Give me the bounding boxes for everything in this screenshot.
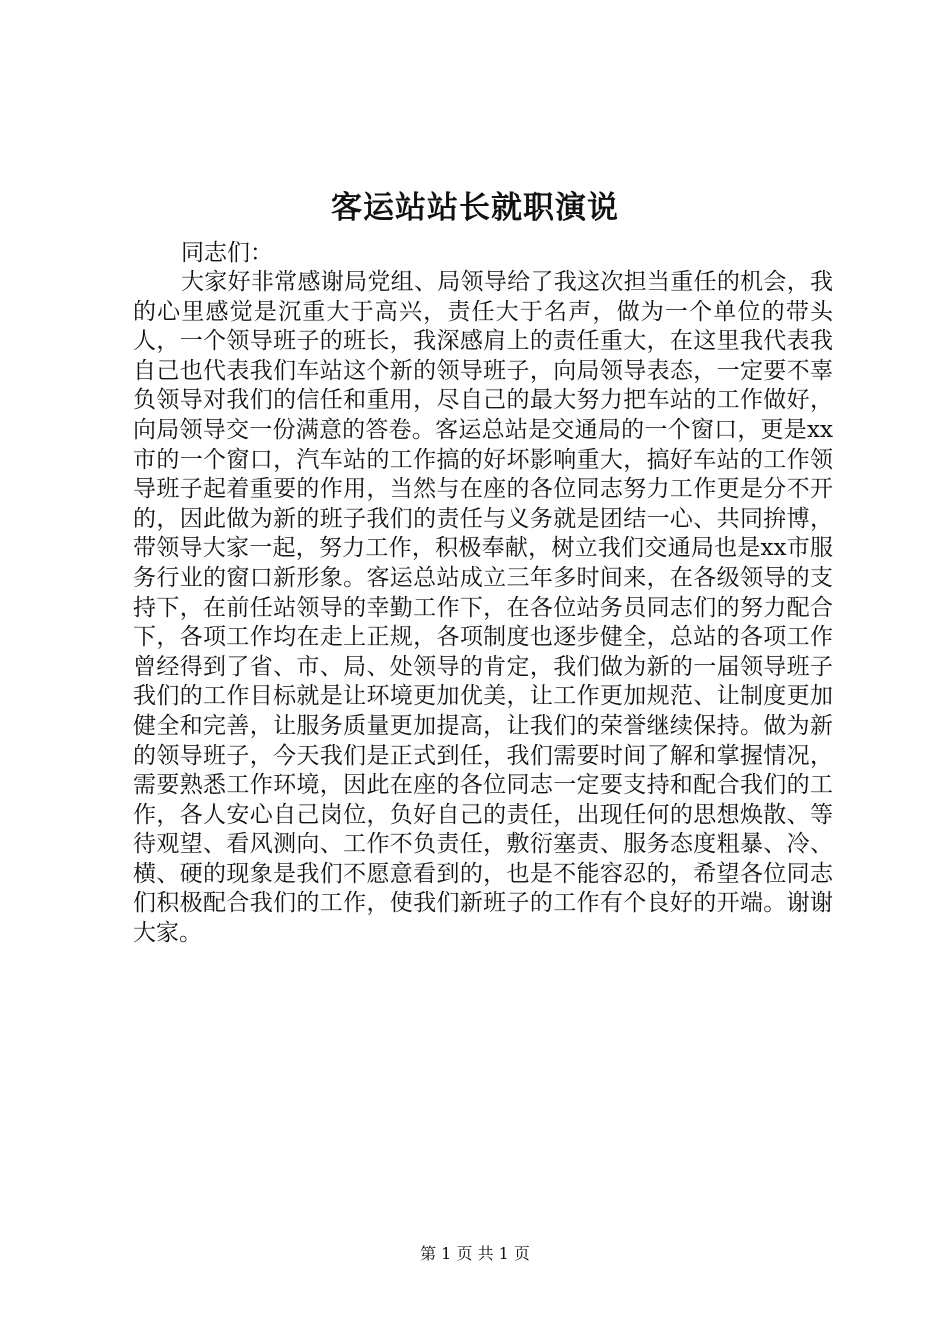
document-title: 客运站站长就职演说: [331, 190, 619, 226]
page-number-footer: 第 1 页 共 1 页: [420, 1244, 530, 1263]
body-paragraph: 大家好非常感谢局党组、局领导给了我这次担当重任的机会，我的心里感觉是沉重大于高兴，责任大于名声，做为一个单位的带头人，一个领导班子的班长，我深感肩上的责任重大，在这里我代表我自己也代表我们车站这个新的领导班子，向局领导表态，一定要不辜负领导对我们的信任和重用，尽自己的最大努力把车站的工作做好，向局领导交一份满意的答卷。客运总站是交通局的一个窗口，更是xx市的一个窗口，汽车站的工作搞的好坏影响重大，搞好车站的工作领导班子起着重要的作用，当然与在座的各位同志努力工作更是分不开的，因此做为新的班子我们的责任与义务就是团结一心、共同拚博，带领导大家一起，努力工作，积极奉献，树立我们交通局也是xx市服务行业的窗口新形象。客运总站成立三年多时间来，在各级领导的支持下，在前任站领导的幸勤工作下，在各位站务员同志们的努力配合下，各项工作均在走上正规，各项制度也逐步健全，总站的各项工作曾经得到了省、市、局、处领导的肯定，我们做为新的一届领导班子我们的工作目标就是让环境更加优美，让工作更加规范、让制度更加健全和完善，让服务质量更加提高，让我们的荣誉继续保持。做为新的领导班子，今天我们是正式到任，我们需要时间了解和掌握情况，需要熟悉工作环境，因此在座的各位同志一定要支持和配合我们的工作，各人安心自己岗位，负好自己的责任，出现任何的思想焕散、等待观望、看风测向、工作不负责任，敷衍塞责、服务态度粗暴、冷、横、硬的现象是我们不愿意看到的，也是不能容忍的，希望各位同志们积极配合我们的工作，使我们新班子的工作有个良好的开端。谢谢大家。: [133, 269, 833, 947]
salutation: 同志们：: [181, 240, 273, 266]
